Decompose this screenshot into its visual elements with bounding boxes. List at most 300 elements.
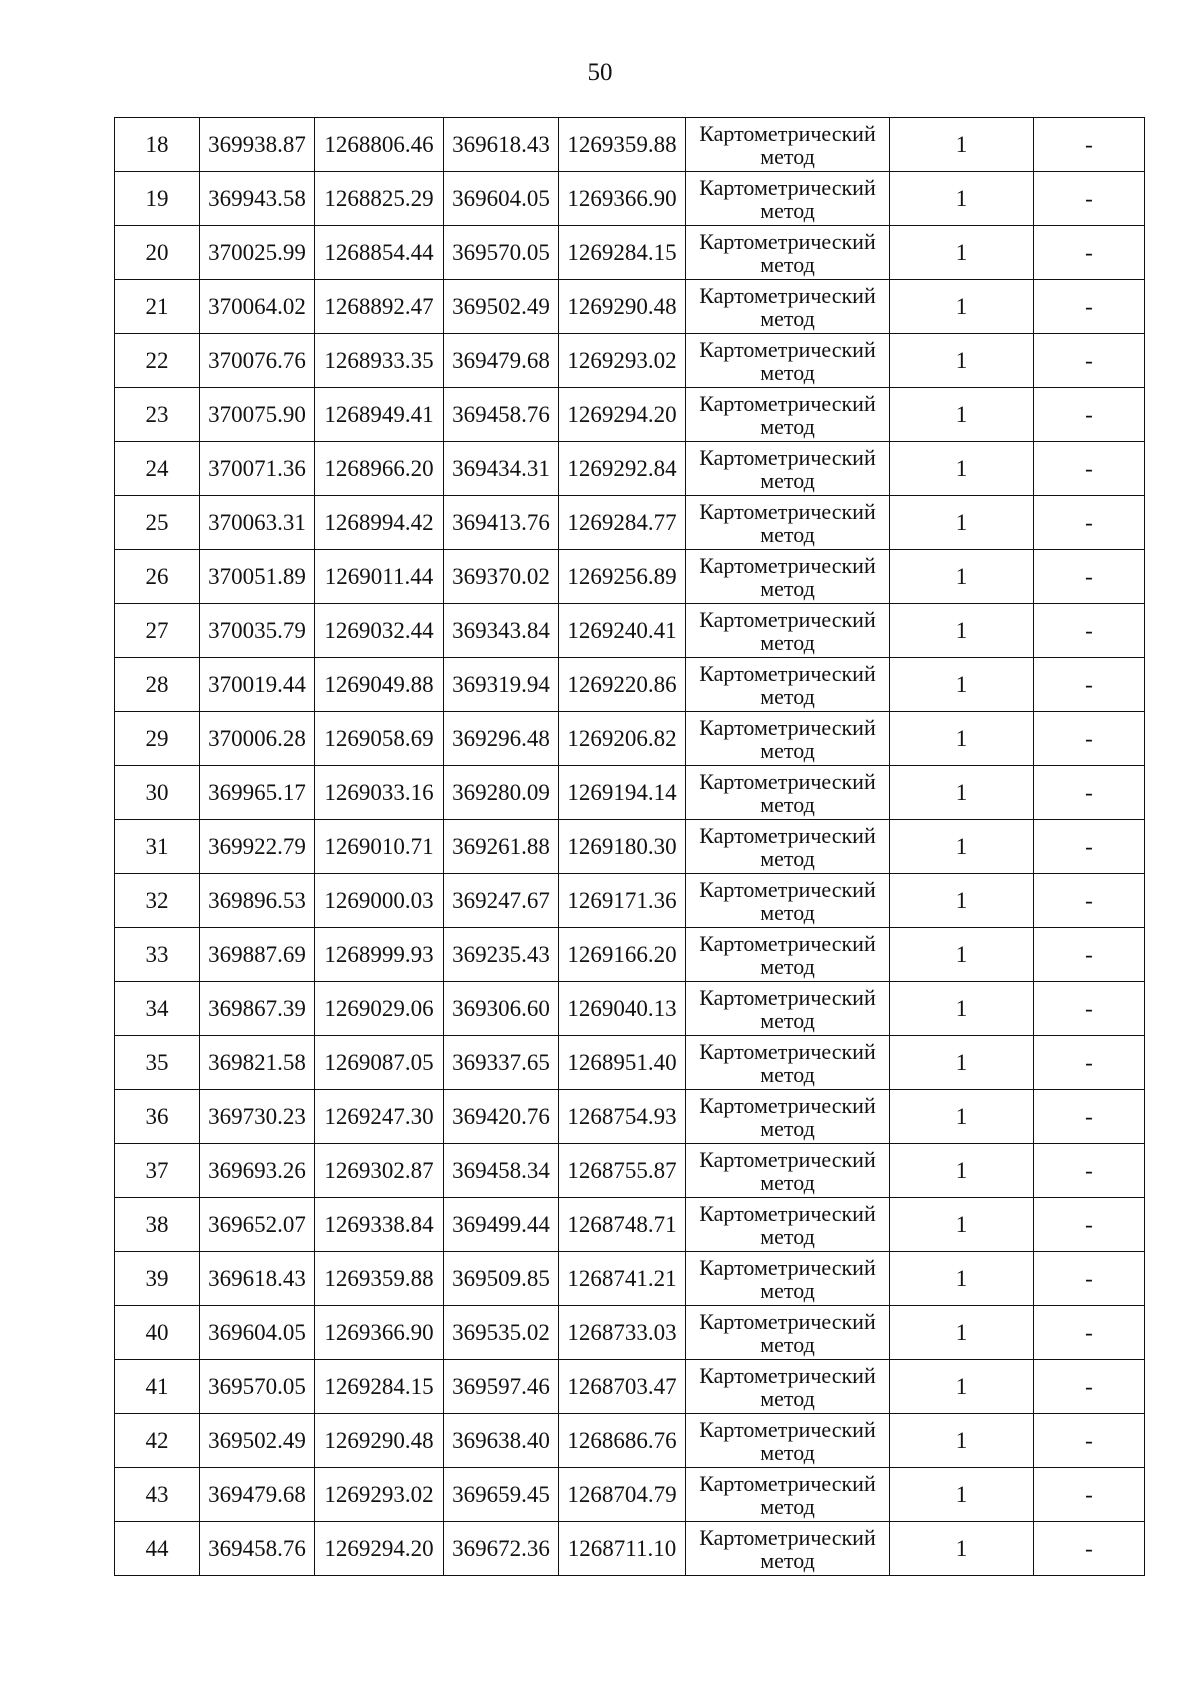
- method-line-2: метод: [760, 953, 815, 979]
- cell-accuracy: 1: [890, 550, 1034, 604]
- cell-point-number: 35: [115, 1036, 200, 1090]
- cell-note: -: [1034, 928, 1145, 982]
- table-row: [115, 1522, 1145, 1576]
- cell-accuracy: 1: [890, 1522, 1034, 1576]
- cell-x-end: 369306.60: [444, 982, 559, 1036]
- cell-y-end: 1269206.82: [559, 712, 686, 766]
- method-line-1: Картометрический: [699, 228, 876, 254]
- method-line-2: метод: [760, 197, 815, 223]
- method-line-1: Картометрический: [699, 498, 876, 524]
- method-line-1: Картометрический: [699, 1200, 876, 1226]
- cell-method: [686, 1360, 890, 1414]
- cell-point-number: 31: [115, 820, 200, 874]
- cell-y-end: 1268711.10: [559, 1522, 686, 1576]
- cell-point-number: 22: [115, 334, 200, 388]
- cell-point-number: 33: [115, 928, 200, 982]
- cell-x-start: 369502.49: [200, 1414, 315, 1468]
- cell-note: -: [1034, 1252, 1145, 1306]
- cell-method: [686, 1144, 890, 1198]
- cell-y-end: 1269284.77: [559, 496, 686, 550]
- table-row: [115, 1414, 1145, 1468]
- table-row: [115, 1198, 1145, 1252]
- table-row: [115, 766, 1145, 820]
- cell-x-end: 369618.43: [444, 118, 559, 172]
- method-line-1: Картометрический: [699, 1092, 876, 1118]
- method-line-2: метод: [760, 1115, 815, 1141]
- cell-x-start: 369922.79: [200, 820, 315, 874]
- cell-note: -: [1034, 496, 1145, 550]
- method-line-1: Картометрический: [699, 876, 876, 902]
- method-line-2: метод: [760, 1061, 815, 1087]
- cell-note: -: [1034, 1198, 1145, 1252]
- cell-accuracy: 1: [890, 712, 1034, 766]
- cell-y-end: 1268686.76: [559, 1414, 686, 1468]
- cell-x-start: 369938.87: [200, 118, 315, 172]
- cell-accuracy: 1: [890, 874, 1034, 928]
- cell-note: -: [1034, 226, 1145, 280]
- cell-method: [686, 1036, 890, 1090]
- cell-method: [686, 442, 890, 496]
- table-row: [115, 928, 1145, 982]
- cell-method: [686, 1090, 890, 1144]
- cell-method: [686, 874, 890, 928]
- cell-y-start: 1268949.41: [315, 388, 444, 442]
- cell-method: [686, 928, 890, 982]
- cell-y-end: 1268703.47: [559, 1360, 686, 1414]
- cell-x-start: 369604.05: [200, 1306, 315, 1360]
- cell-note: -: [1034, 1144, 1145, 1198]
- cell-x-start: 369896.53: [200, 874, 315, 928]
- table-row: [115, 226, 1145, 280]
- cell-y-end: 1269284.15: [559, 226, 686, 280]
- cell-x-start: 370063.31: [200, 496, 315, 550]
- method-line-2: метод: [760, 1277, 815, 1303]
- cell-accuracy: 1: [890, 820, 1034, 874]
- cell-note: -: [1034, 334, 1145, 388]
- cell-x-end: 369280.09: [444, 766, 559, 820]
- method-line-1: Картометрический: [699, 1524, 876, 1550]
- cell-y-start: 1269058.69: [315, 712, 444, 766]
- table-row: [115, 874, 1145, 928]
- cell-x-start: 370051.89: [200, 550, 315, 604]
- cell-x-start: 370076.76: [200, 334, 315, 388]
- cell-y-start: 1269087.05: [315, 1036, 444, 1090]
- cell-point-number: 28: [115, 658, 200, 712]
- cell-x-end: 369319.94: [444, 658, 559, 712]
- cell-note: -: [1034, 442, 1145, 496]
- cell-y-end: 1268748.71: [559, 1198, 686, 1252]
- cell-note: -: [1034, 1306, 1145, 1360]
- method-line-2: метод: [760, 683, 815, 709]
- cell-method: [686, 118, 890, 172]
- cell-x-start: 369821.58: [200, 1036, 315, 1090]
- cell-x-end: 369672.36: [444, 1522, 559, 1576]
- cell-y-end: 1268741.21: [559, 1252, 686, 1306]
- cell-point-number: 23: [115, 388, 200, 442]
- cell-x-start: 369730.23: [200, 1090, 315, 1144]
- method-line-2: метод: [760, 791, 815, 817]
- method-line-1: Картометрический: [699, 1254, 876, 1280]
- cell-y-start: 1269029.06: [315, 982, 444, 1036]
- table-row: [115, 496, 1145, 550]
- cell-note: -: [1034, 280, 1145, 334]
- cell-accuracy: 1: [890, 496, 1034, 550]
- method-line-1: Картометрический: [699, 606, 876, 632]
- method-line-2: метод: [760, 1169, 815, 1195]
- cell-method: [686, 496, 890, 550]
- cell-y-start: 1269049.88: [315, 658, 444, 712]
- cell-note: -: [1034, 766, 1145, 820]
- cell-y-start: 1268854.44: [315, 226, 444, 280]
- cell-y-start: 1269359.88: [315, 1252, 444, 1306]
- cell-accuracy: 1: [890, 172, 1034, 226]
- cell-point-number: 21: [115, 280, 200, 334]
- table-row: [115, 1090, 1145, 1144]
- cell-note: -: [1034, 1522, 1145, 1576]
- table-row: [115, 280, 1145, 334]
- cell-method: [686, 766, 890, 820]
- table-row: [115, 118, 1145, 172]
- cell-y-start: 1268892.47: [315, 280, 444, 334]
- method-line-2: метод: [760, 1439, 815, 1465]
- cell-note: -: [1034, 388, 1145, 442]
- cell-point-number: 39: [115, 1252, 200, 1306]
- cell-y-start: 1269366.90: [315, 1306, 444, 1360]
- cell-x-start: 370019.44: [200, 658, 315, 712]
- cell-note: -: [1034, 1414, 1145, 1468]
- method-line-2: метод: [760, 899, 815, 925]
- table-row: [115, 712, 1145, 766]
- method-line-1: Картометрический: [699, 822, 876, 848]
- cell-point-number: 37: [115, 1144, 200, 1198]
- cell-y-start: 1269302.87: [315, 1144, 444, 1198]
- cell-method: [686, 1414, 890, 1468]
- cell-x-end: 369247.67: [444, 874, 559, 928]
- cell-x-end: 369479.68: [444, 334, 559, 388]
- method-line-1: Картометрический: [699, 1362, 876, 1388]
- cell-x-end: 369458.34: [444, 1144, 559, 1198]
- cell-method: [686, 982, 890, 1036]
- method-line-2: метод: [760, 1223, 815, 1249]
- cell-y-start: 1269033.16: [315, 766, 444, 820]
- cell-y-end: 1269180.30: [559, 820, 686, 874]
- cell-method: [686, 172, 890, 226]
- cell-point-number: 42: [115, 1414, 200, 1468]
- cell-y-end: 1269366.90: [559, 172, 686, 226]
- cell-accuracy: 1: [890, 928, 1034, 982]
- cell-x-start: 370064.02: [200, 280, 315, 334]
- cell-y-start: 1268994.42: [315, 496, 444, 550]
- cell-y-end: 1269040.13: [559, 982, 686, 1036]
- cell-y-start: 1269247.30: [315, 1090, 444, 1144]
- cell-point-number: 27: [115, 604, 200, 658]
- cell-note: -: [1034, 604, 1145, 658]
- cell-method: [686, 604, 890, 658]
- cell-note: -: [1034, 1468, 1145, 1522]
- method-line-2: метод: [760, 467, 815, 493]
- cell-accuracy: 1: [890, 1468, 1034, 1522]
- cell-note: -: [1034, 820, 1145, 874]
- table-row: [115, 1036, 1145, 1090]
- method-line-1: Картометрический: [699, 714, 876, 740]
- table-row: [115, 820, 1145, 874]
- method-line-2: метод: [760, 737, 815, 763]
- cell-y-end: 1268754.93: [559, 1090, 686, 1144]
- table-row: [115, 550, 1145, 604]
- cell-note: -: [1034, 1036, 1145, 1090]
- cell-method: [686, 334, 890, 388]
- cell-x-start: 369570.05: [200, 1360, 315, 1414]
- table-row: [115, 1252, 1145, 1306]
- cell-accuracy: 1: [890, 658, 1034, 712]
- cell-accuracy: 1: [890, 1090, 1034, 1144]
- cell-method: [686, 1306, 890, 1360]
- table-row: [115, 658, 1145, 712]
- cell-x-end: 369604.05: [444, 172, 559, 226]
- cell-y-end: 1268755.87: [559, 1144, 686, 1198]
- cell-x-start: 369867.39: [200, 982, 315, 1036]
- cell-y-start: 1268825.29: [315, 172, 444, 226]
- method-line-2: метод: [760, 305, 815, 331]
- cell-x-start: 369458.76: [200, 1522, 315, 1576]
- method-line-1: Картометрический: [699, 552, 876, 578]
- cell-y-end: 1269359.88: [559, 118, 686, 172]
- cell-y-end: 1269171.36: [559, 874, 686, 928]
- cell-point-number: 18: [115, 118, 200, 172]
- cell-x-end: 369597.46: [444, 1360, 559, 1414]
- cell-accuracy: 1: [890, 1036, 1034, 1090]
- method-line-2: метод: [760, 845, 815, 871]
- cell-x-end: 369499.44: [444, 1198, 559, 1252]
- cell-y-start: 1269290.48: [315, 1414, 444, 1468]
- cell-point-number: 36: [115, 1090, 200, 1144]
- cell-point-number: 25: [115, 496, 200, 550]
- table-row: [115, 604, 1145, 658]
- cell-x-end: 369420.76: [444, 1090, 559, 1144]
- cell-x-end: 369570.05: [444, 226, 559, 280]
- cell-accuracy: 1: [890, 1144, 1034, 1198]
- cell-y-start: 1269032.44: [315, 604, 444, 658]
- table-body: [115, 118, 1145, 1576]
- cell-point-number: 20: [115, 226, 200, 280]
- cell-method: [686, 550, 890, 604]
- cell-y-start: 1269000.03: [315, 874, 444, 928]
- cell-accuracy: 1: [890, 1414, 1034, 1468]
- cell-method: [686, 1198, 890, 1252]
- cell-y-start: 1269284.15: [315, 1360, 444, 1414]
- method-line-2: метод: [760, 1331, 815, 1357]
- page-number: 50: [587, 59, 613, 86]
- table-row: [115, 982, 1145, 1036]
- cell-x-end: 369535.02: [444, 1306, 559, 1360]
- method-line-1: Картометрический: [699, 1146, 876, 1172]
- cell-y-end: 1268951.40: [559, 1036, 686, 1090]
- cell-point-number: 24: [115, 442, 200, 496]
- cell-point-number: 40: [115, 1306, 200, 1360]
- method-line-1: Картометрический: [699, 336, 876, 362]
- cell-y-start: 1268999.93: [315, 928, 444, 982]
- method-line-1: Картометрический: [699, 282, 876, 308]
- method-line-2: метод: [760, 629, 815, 655]
- cell-note: -: [1034, 874, 1145, 928]
- cell-accuracy: 1: [890, 1306, 1034, 1360]
- cell-x-end: 369261.88: [444, 820, 559, 874]
- cell-y-end: 1269240.41: [559, 604, 686, 658]
- coordinates-table: [114, 117, 1145, 1576]
- cell-x-start: 369943.58: [200, 172, 315, 226]
- cell-y-start: 1269011.44: [315, 550, 444, 604]
- cell-y-end: 1269194.14: [559, 766, 686, 820]
- cell-point-number: 30: [115, 766, 200, 820]
- cell-x-start: 370075.90: [200, 388, 315, 442]
- cell-point-number: 38: [115, 1198, 200, 1252]
- cell-x-end: 369502.49: [444, 280, 559, 334]
- cell-method: [686, 388, 890, 442]
- cell-note: -: [1034, 1360, 1145, 1414]
- cell-note: -: [1034, 712, 1145, 766]
- cell-accuracy: 1: [890, 280, 1034, 334]
- table-row: [115, 334, 1145, 388]
- cell-x-end: 369343.84: [444, 604, 559, 658]
- cell-y-end: 1269294.20: [559, 388, 686, 442]
- cell-x-end: 369337.65: [444, 1036, 559, 1090]
- cell-point-number: 43: [115, 1468, 200, 1522]
- cell-y-end: 1268704.79: [559, 1468, 686, 1522]
- cell-x-start: 370035.79: [200, 604, 315, 658]
- method-line-2: метод: [760, 575, 815, 601]
- cell-point-number: 41: [115, 1360, 200, 1414]
- cell-method: [686, 820, 890, 874]
- cell-method: [686, 1252, 890, 1306]
- cell-method: [686, 1522, 890, 1576]
- method-line-2: метод: [760, 1547, 815, 1573]
- cell-method: [686, 226, 890, 280]
- method-line-1: Картометрический: [699, 930, 876, 956]
- cell-accuracy: 1: [890, 1252, 1034, 1306]
- cell-method: [686, 280, 890, 334]
- cell-accuracy: 1: [890, 442, 1034, 496]
- cell-y-end: 1269293.02: [559, 334, 686, 388]
- cell-x-end: 369638.40: [444, 1414, 559, 1468]
- cell-accuracy: 1: [890, 1198, 1034, 1252]
- cell-y-end: 1269292.84: [559, 442, 686, 496]
- cell-x-start: 369887.69: [200, 928, 315, 982]
- cell-x-end: 369659.45: [444, 1468, 559, 1522]
- cell-x-start: 370071.36: [200, 442, 315, 496]
- method-line-1: Картометрический: [699, 660, 876, 686]
- cell-x-start: 369618.43: [200, 1252, 315, 1306]
- cell-y-start: 1268933.35: [315, 334, 444, 388]
- cell-method: [686, 1468, 890, 1522]
- cell-x-end: 369235.43: [444, 928, 559, 982]
- cell-x-end: 369434.31: [444, 442, 559, 496]
- cell-x-end: 369458.76: [444, 388, 559, 442]
- cell-point-number: 44: [115, 1522, 200, 1576]
- method-line-1: Картометрический: [699, 174, 876, 200]
- method-line-1: Картометрический: [699, 1470, 876, 1496]
- cell-note: -: [1034, 1090, 1145, 1144]
- method-line-2: метод: [760, 413, 815, 439]
- cell-method: [686, 658, 890, 712]
- method-line-2: метод: [760, 521, 815, 547]
- cell-point-number: 26: [115, 550, 200, 604]
- cell-note: -: [1034, 550, 1145, 604]
- cell-note: -: [1034, 172, 1145, 226]
- cell-x-end: 369413.76: [444, 496, 559, 550]
- cell-accuracy: 1: [890, 118, 1034, 172]
- method-line-1: Картометрический: [699, 1308, 876, 1334]
- cell-x-start: 369479.68: [200, 1468, 315, 1522]
- method-line-2: метод: [760, 359, 815, 385]
- cell-accuracy: 1: [890, 982, 1034, 1036]
- method-line-2: метод: [760, 1385, 815, 1411]
- table-row: [115, 1360, 1145, 1414]
- cell-point-number: 19: [115, 172, 200, 226]
- cell-note: -: [1034, 658, 1145, 712]
- method-line-2: метод: [760, 143, 815, 169]
- method-line-1: Картометрический: [699, 444, 876, 470]
- method-line-1: Картометрический: [699, 1038, 876, 1064]
- cell-y-end: 1269166.20: [559, 928, 686, 982]
- cell-y-end: 1269256.89: [559, 550, 686, 604]
- cell-note: -: [1034, 118, 1145, 172]
- cell-accuracy: 1: [890, 334, 1034, 388]
- cell-x-end: 369509.85: [444, 1252, 559, 1306]
- cell-x-start: 369693.26: [200, 1144, 315, 1198]
- table-row: [115, 172, 1145, 226]
- cell-point-number: 29: [115, 712, 200, 766]
- cell-method: [686, 712, 890, 766]
- method-line-1: Картометрический: [699, 390, 876, 416]
- cell-x-start: 369652.07: [200, 1198, 315, 1252]
- table-row: [115, 1468, 1145, 1522]
- cell-accuracy: 1: [890, 766, 1034, 820]
- method-line-1: Картометрический: [699, 768, 876, 794]
- cell-y-start: 1269293.02: [315, 1468, 444, 1522]
- cell-y-end: 1269220.86: [559, 658, 686, 712]
- cell-y-end: 1269290.48: [559, 280, 686, 334]
- method-line-2: метод: [760, 251, 815, 277]
- table-row: [115, 1144, 1145, 1198]
- method-line-1: Картометрический: [699, 120, 876, 146]
- cell-point-number: 34: [115, 982, 200, 1036]
- cell-x-start: 369965.17: [200, 766, 315, 820]
- method-line-1: Картометрический: [699, 984, 876, 1010]
- cell-y-start: 1268806.46: [315, 118, 444, 172]
- cell-x-start: 370006.28: [200, 712, 315, 766]
- method-line-1: Картометрический: [699, 1416, 876, 1442]
- cell-accuracy: 1: [890, 388, 1034, 442]
- table-row: [115, 442, 1145, 496]
- table-row: [115, 388, 1145, 442]
- cell-accuracy: 1: [890, 226, 1034, 280]
- cell-point-number: 32: [115, 874, 200, 928]
- cell-y-end: 1268733.03: [559, 1306, 686, 1360]
- cell-y-start: 1268966.20: [315, 442, 444, 496]
- cell-accuracy: 1: [890, 604, 1034, 658]
- cell-y-start: 1269338.84: [315, 1198, 444, 1252]
- method-line-2: метод: [760, 1493, 815, 1519]
- cell-y-start: 1269010.71: [315, 820, 444, 874]
- cell-x-end: 369370.02: [444, 550, 559, 604]
- cell-note: -: [1034, 982, 1145, 1036]
- method-line-2: метод: [760, 1007, 815, 1033]
- cell-y-start: 1269294.20: [315, 1522, 444, 1576]
- cell-accuracy: 1: [890, 1360, 1034, 1414]
- cell-x-start: 370025.99: [200, 226, 315, 280]
- table-row: [115, 1306, 1145, 1360]
- cell-x-end: 369296.48: [444, 712, 559, 766]
